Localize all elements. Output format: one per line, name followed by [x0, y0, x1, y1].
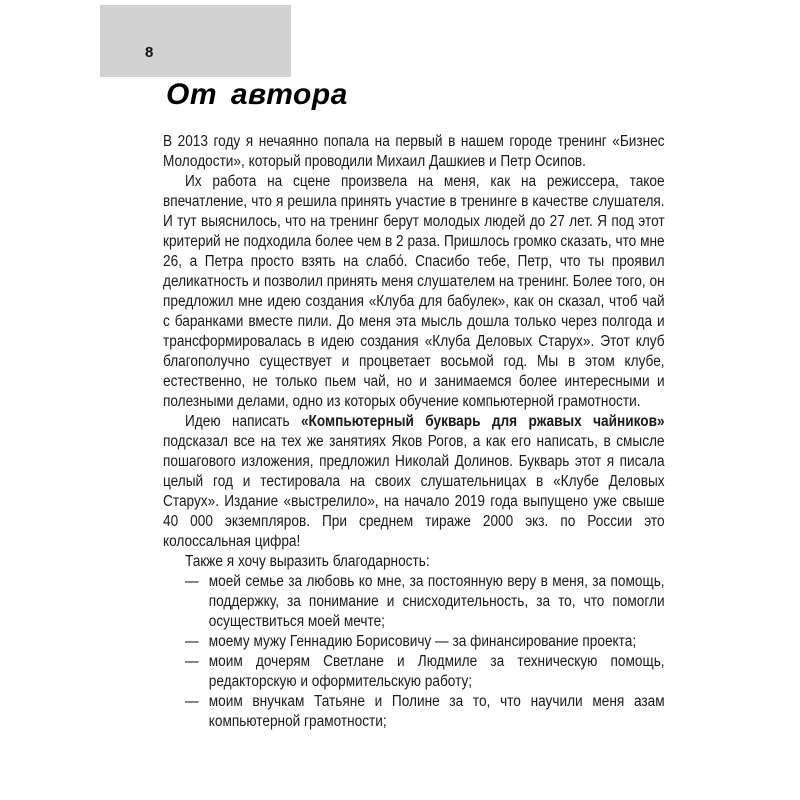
- dash-bullet: —: [185, 693, 199, 710]
- list-item: [163, 652, 665, 692]
- dash-bullet: —: [185, 573, 199, 590]
- acknowledgements-list: [163, 572, 665, 732]
- page-number: 8: [145, 44, 154, 61]
- paragraph-training-story: Их работа на сцене произвела на меня, как на режиссера, такое впечатление, что я решила принять участие в тренинге в качестве слушателя. И тут выяснилось, что на тренинг берут молодых людей до 27 лет. Я под этот критерий не подходила более чем в 2 раза. Пришлось громко сказать, что мне 26, а Петра просто взять на слабо́. Спасибо тебе, Петр, что ты проявил деликатность и позволил принять меня слушателем на тренинг. Более того, он предложил мне идею создания «Клуба для бабулек», как он сказал, чтоб чай с баранками вместе пили. До меня эта мысль дошла только через полгода и трансформировалась в идею создания «Клуба Деловых Старух». Этот клуб благополучно существует и процветает восьмой год. Мы в этом клубе, естественно, не только пьем чай, но и занимаемся более интересными и полезными делами, одно из которых обучение компьютерной грамотности.: [163, 173, 665, 410]
- list-item-text: моей семье за любовь ко мне, за постоянную веру в меня, за помощь, поддержку, за понимание и снисходительность, за то, что помогли осуществиться моей мечте;: [208, 573, 665, 630]
- chapter-title: От автора: [166, 78, 348, 111]
- paragraph-text: Идею написать: [185, 413, 301, 430]
- list-item: [163, 692, 665, 732]
- dash-bullet: —: [185, 653, 199, 670]
- chapter-body: [163, 132, 665, 732]
- book-title-bold: «Компьютерный букварь для ржавых чайников»: [300, 413, 665, 430]
- dash-bullet: —: [185, 633, 199, 650]
- list-item: [163, 572, 665, 632]
- list-item-text: моим внучкам Татьяне и Полине за то, что научили меня азам компьютерной грамотности;: [208, 693, 665, 730]
- list-item-text: моим дочерям Светлане и Людмиле за техническую помощь, редакторскую и оформительскую работу;: [208, 653, 665, 690]
- paragraph-book-idea: [163, 412, 665, 552]
- paragraph-intro: В 2013 году я нечаянно попала на первый в нашем городе тренинг «Бизнес Молодости», который проводили Михаил Дашкиев и Петр Осипов.: [163, 133, 665, 170]
- paragraph-text: подсказал все на тех же занятиях Яков Рогов, а как его написать, в смысле пошагового изложения, предложил Николай Долинов. Букварь этот я писала целый год и тестировала на своих слушательницах в «Клубе Деловых Старух». Издание «выстрелило», на начало 2019 года выпущено уже свыше 40 000 экземпляров. При среднем тираже 2000 экз. по России это колоссальная цифра!: [163, 433, 665, 550]
- list-item: [163, 632, 665, 652]
- acknowledgements-intro: Также я хочу выразить благодарность:: [185, 553, 430, 570]
- list-item-text: моему мужу Геннадию Борисовичу — за финансирование проекта;: [208, 633, 637, 650]
- page-header-box: [100, 5, 291, 77]
